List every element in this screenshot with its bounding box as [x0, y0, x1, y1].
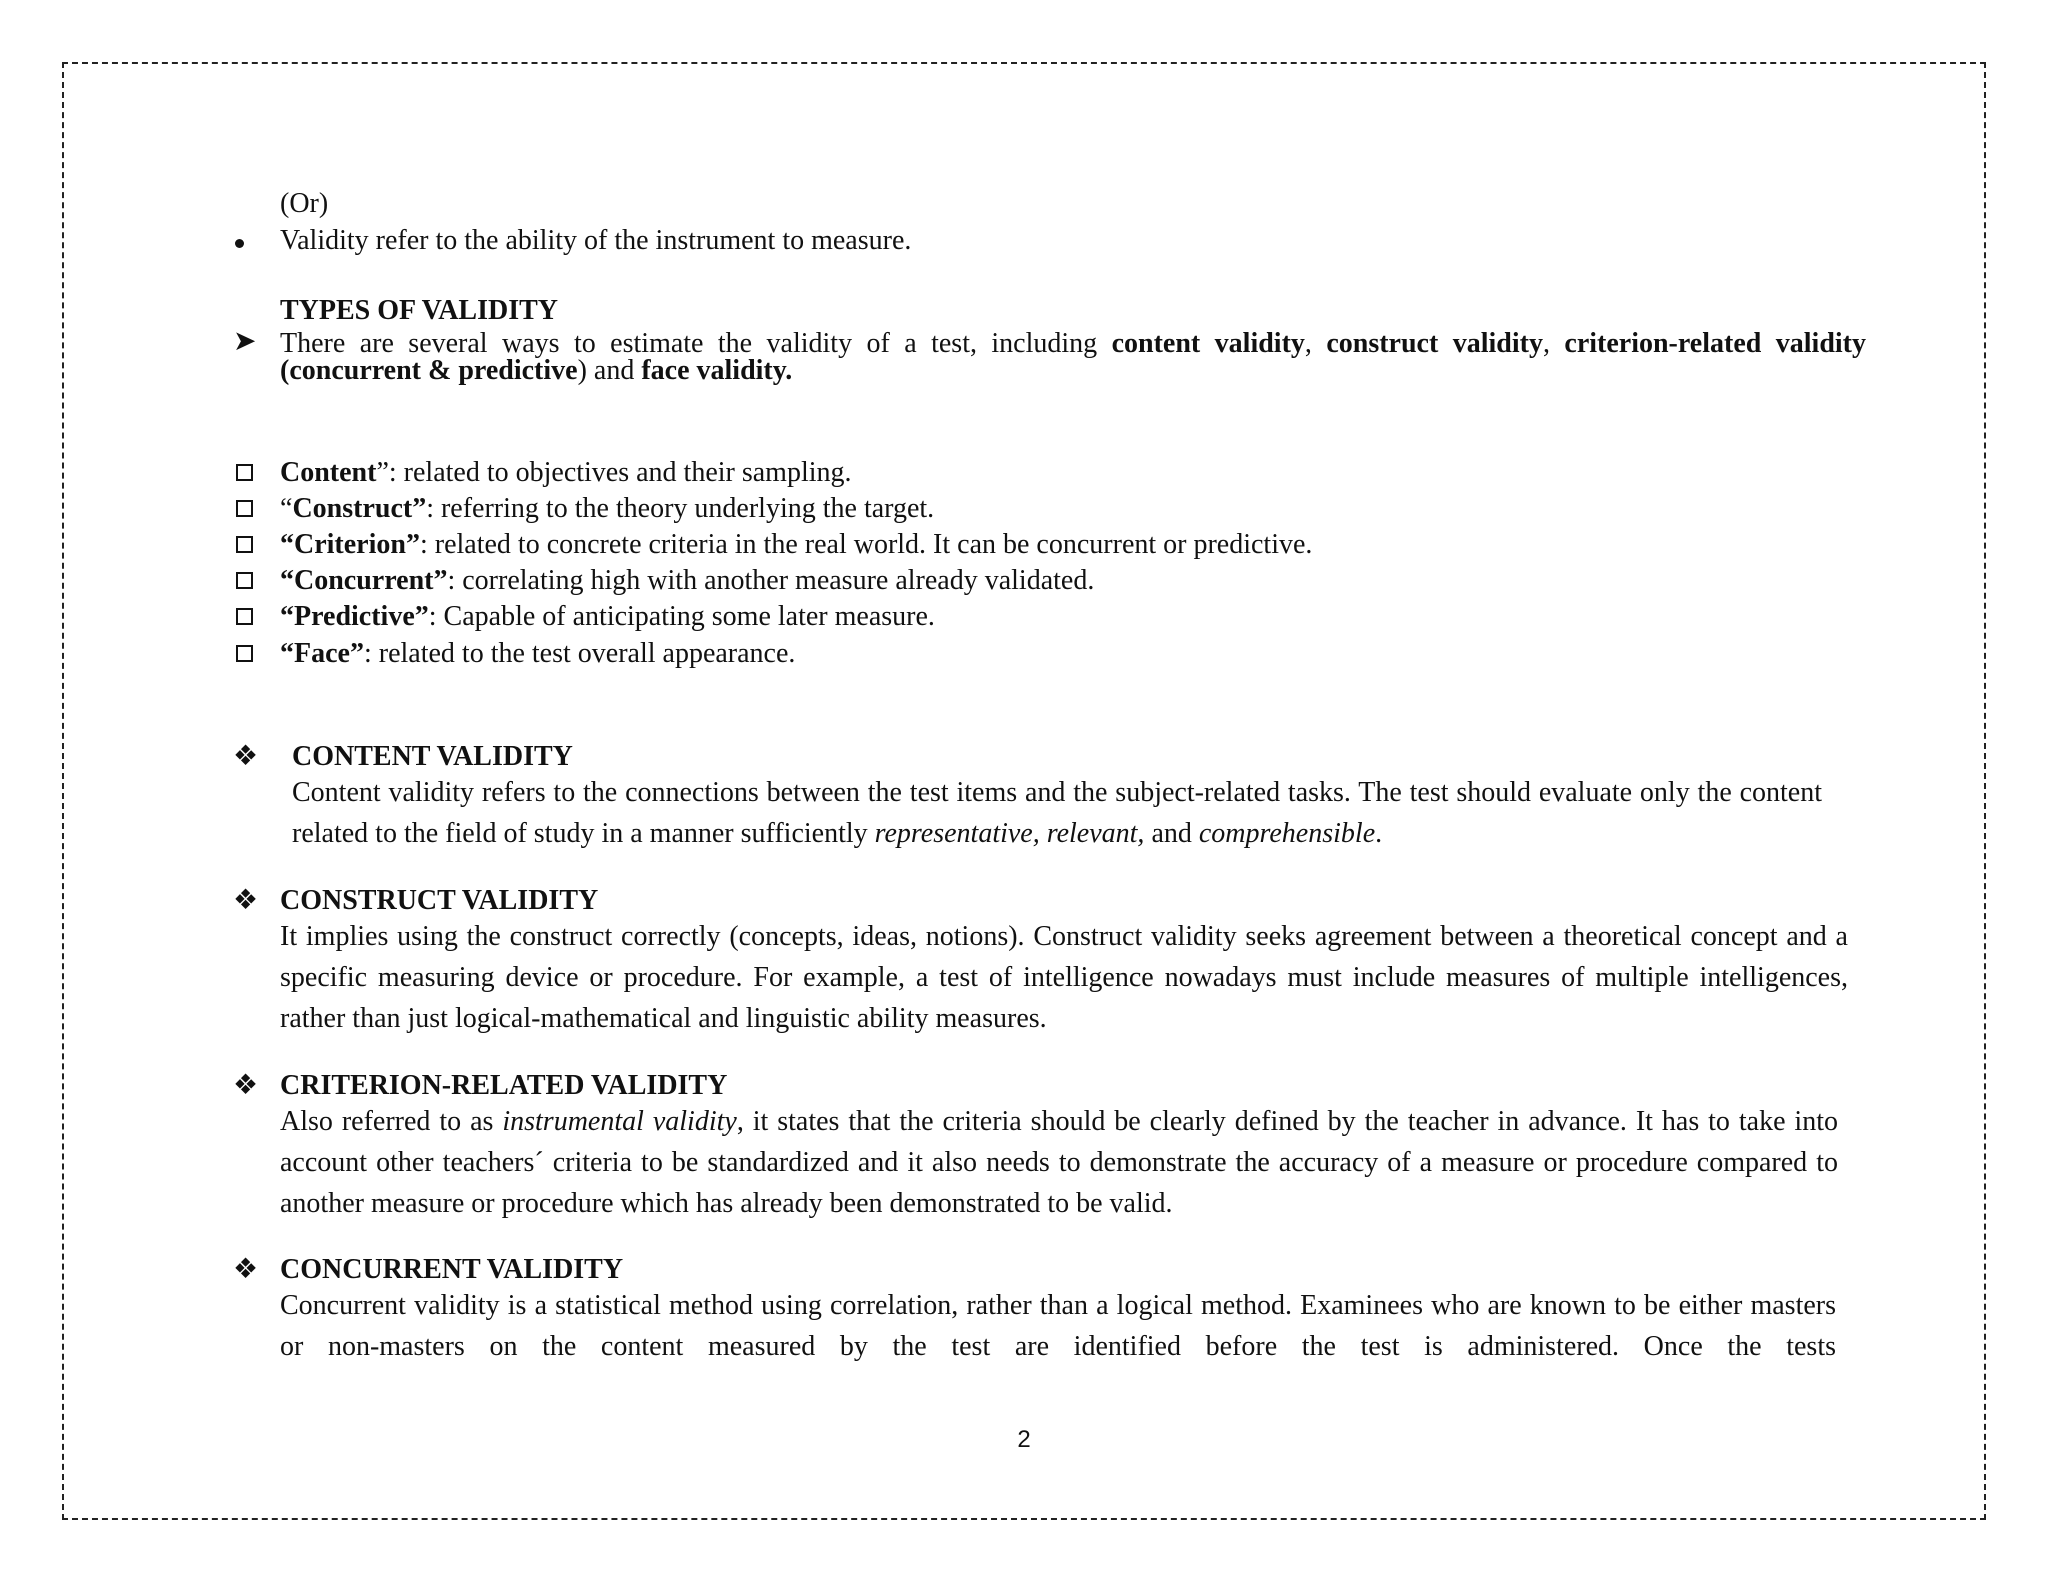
checkbox-icon: [236, 645, 253, 662]
definition-term: “Criterion”: [280, 529, 420, 560]
validity-definition: Validity refer to the ability of the instrument to measure.: [280, 225, 912, 256]
bullet-icon: [235, 239, 244, 248]
separator: ,: [1542, 328, 1565, 359]
checkbox-icon: [236, 536, 253, 553]
definition-text: : Capable of anticipating some later measure.: [428, 601, 935, 632]
concurrent-validity-heading: CONCURRENT VALIDITY: [280, 1254, 624, 1285]
checkbox-icon: [236, 500, 253, 517]
definition-item: [280, 638, 795, 670]
definition-term: Construct”: [292, 493, 427, 524]
definition-text: : related to the test overall appearance.: [363, 638, 796, 669]
construct-validity-heading: CONSTRUCT VALIDITY: [280, 885, 599, 916]
content-text: .: [1375, 818, 1383, 849]
diamond-bullet-icon: ❖: [233, 885, 259, 916]
definition-item: [280, 565, 1094, 597]
criterion-validity-heading: CRITERION-RELATED VALIDITY: [280, 1070, 728, 1101]
content-italic: representative, relevant,: [874, 818, 1145, 849]
definition-text: : related to concrete criteria in the real world. It can be concurrent or predictive.: [419, 529, 1313, 560]
construct-validity-paragraph: It implies using the construct correctly (concepts, ideas, notions). Construct validity seeks agreement between a theoretical concept and a specific measuring device or procedure. For example, a test of intelligence nowadays must include measures of multiple intelligences, rather than just logical-mathematical and linguistic ability measures.: [280, 921, 1848, 1034]
definition-item: [280, 601, 935, 633]
types-lead-text-2: ) and: [577, 355, 642, 386]
term-criterion-validity: criterion-related validity (concurrent & predictive: [280, 328, 1866, 386]
definition-text: ”: related to objectives and their sampling.: [376, 457, 852, 488]
content-validity-heading: CONTENT VALIDITY: [292, 741, 573, 772]
content-validity-paragraph: [292, 772, 1822, 854]
definition-text: : correlating high with another measure already validated.: [447, 565, 1095, 596]
arrowhead-bullet-icon: ➤: [233, 326, 257, 357]
definition-term: “Face”: [280, 638, 364, 669]
criterion-italic: instrumental validity: [502, 1106, 737, 1137]
diamond-bullet-icon: ❖: [233, 741, 259, 772]
types-heading: TYPES OF VALIDITY: [280, 295, 559, 326]
diamond-bullet-icon: ❖: [233, 1254, 259, 1285]
checkbox-icon: [236, 464, 253, 481]
definition-term: “Concurrent”: [280, 565, 448, 596]
term-content-validity: content validity: [1111, 328, 1305, 359]
page-number: 2: [1017, 1426, 1031, 1453]
definition-text: : referring to the theory underlying the target.: [426, 493, 935, 524]
types-lead-text: There are several ways to estimate the validity of a test, including: [280, 328, 1112, 359]
types-paragraph: [280, 330, 1866, 384]
open-quote: “: [280, 493, 293, 524]
content-text: and: [1144, 818, 1199, 849]
checkbox-icon: [236, 572, 253, 589]
or-label: (Or): [280, 188, 329, 219]
definition-item: [280, 493, 934, 525]
definition-item: [280, 457, 852, 489]
content-text: Content validity refers to the connections between the test items and the subject-related tasks. The test should evaluate only the content related to the field of study in a manner sufficiently: [292, 777, 1822, 849]
concurrent-validity-paragraph: Concurrent validity is a statistical method using correlation, rather than a logical method. Examinees who are known to be either masters or non-masters on the content measured by the test are identified before the test is administered. Once the tests: [280, 1290, 1836, 1362]
separator: ,: [1304, 328, 1327, 359]
criterion-validity-paragraph: [280, 1101, 1838, 1224]
definition-term: Content: [280, 457, 377, 488]
term-face-validity: face validity.: [641, 355, 793, 386]
criterion-text: , it states that the criteria should be clearly defined by the teacher in advance. It has to take into account other teachers´ criteria to be standardized and it also needs to demonstrate the accuracy of a measure or procedure compared to another measure or procedure which has already been demonstrated to be valid.: [280, 1106, 1838, 1219]
content-italic: comprehensible: [1198, 818, 1376, 849]
term-construct-validity: construct validity: [1326, 328, 1543, 359]
checkbox-icon: [236, 608, 253, 625]
criterion-text: Also referred to as: [280, 1106, 503, 1137]
definition-item: [280, 529, 1312, 561]
definition-term: “Predictive”: [280, 601, 429, 632]
diamond-bullet-icon: ❖: [233, 1070, 259, 1101]
